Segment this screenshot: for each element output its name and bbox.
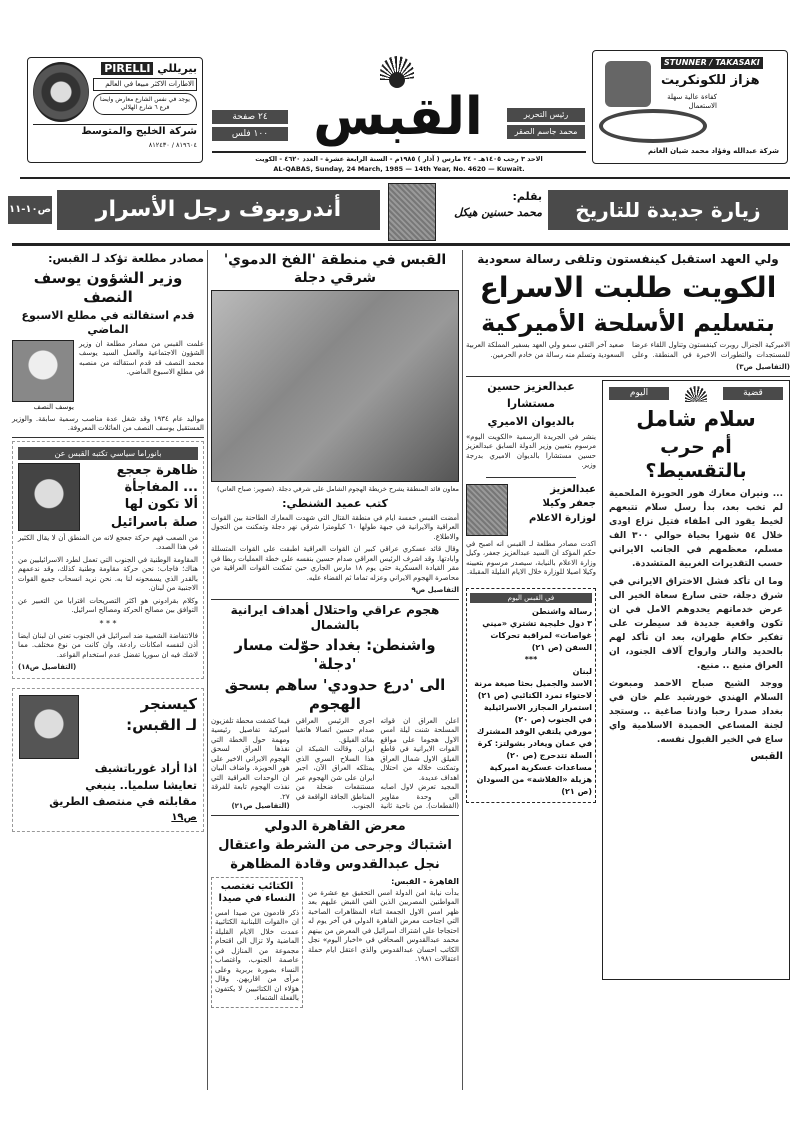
section-rule	[211, 599, 459, 600]
top-rule	[20, 177, 790, 179]
geagea-title-2[interactable]: ... المفاجأة	[124, 480, 198, 495]
attack-headline-3[interactable]: الى 'درع حدودي' ساهم بسحق الهجوم	[224, 676, 446, 713]
appointment-2-title-1[interactable]: عبدالعزيز	[550, 483, 596, 495]
byline-name: محمد حسنين هيكل	[454, 205, 542, 219]
appointment-2-title-2[interactable]: جعفر وكيلا	[542, 498, 596, 510]
attack-body-4: فيما كشفت محطة تلفزيون اميركية تفاصيل رئيسية ومهمة حول الخطة التي نفذها العراق لسحق الهجوم الايراني الاخير على هور الحويزة. واضاف البيان ان الوحدات العراقية التي نفذت الهجوم تابعة للفرقة ٢٧.	[211, 716, 290, 801]
tire-image	[33, 62, 89, 122]
cairo-headline-1[interactable]: معرض القاهرة الدولي	[264, 818, 406, 834]
appointment-1-title-3[interactable]: بالديوان الاميري	[487, 415, 575, 428]
appointment-1-body: ينشر في الجريدة الرسمية «الكويت اليوم» مرسوم بتعيين وزير الدولة السابق عبدالعزيز حسين مستشارا بالديوان الاميري بدرجة وزير.	[466, 432, 596, 470]
iraq-body-2: وقال قائد عسكري عراقي كبير ان القوات العراقية اطبقت على القوات المتسللة وابادتها. وقد اشرف الرئيس العراقي صدام حسين بنفسه على خطة العمليات ربطا في مقر القيادة العسكرية حتى يوم ١٨ مارس الجاري حين تمكنت القوات العراقية من محاصرة الهجوم الايراني وعزله تماما ثم القضاء عليه.	[211, 545, 459, 582]
lead-body: الاميركية الجنرال روبرت كينفستون وتناول اللقاء عرضا للمستجدات والتطورات الاخيرة في المنطقة. وعلى صعيد آخر التقى سمو ولي العهد بسفير المملكة العربية السعودية وتسلم منه رسالة من خادم الحرمين.	[466, 341, 790, 359]
issue-label-1: قضية	[723, 387, 783, 400]
index-item[interactable]: مورفي يلتقي الوفد المشترك في عمان ويغادر بشولتز: كرة السلة تتدحرج (ص ٢٠)	[476, 726, 592, 760]
attack-body-2: المجيد تعرض لاول اصابه الى وحدة مقاوير (القطعات). من ناحية ثانية اجرى الرئيس العراقي صدام حسين اتصالا هاتفيا بقائد الفيلق.	[295, 716, 459, 811]
author-photo	[388, 183, 436, 241]
lead-headline-1[interactable]: الكويت طلبت الاسراع	[479, 271, 777, 304]
kissinger-box	[12, 688, 204, 832]
kissinger-photo	[19, 695, 79, 759]
geagea-photo	[18, 463, 80, 531]
banner-left-title[interactable]: أندروبوف رجل الأسرار	[57, 190, 380, 230]
index-separator: ***	[524, 654, 538, 664]
banner-rule	[12, 243, 790, 246]
issue-signature: القبس	[750, 751, 783, 763]
geagea-title-1[interactable]: ظاهرة جعجع	[116, 462, 198, 478]
ad-tagline: الاطارات الاكثر مبيعا في العالم	[93, 78, 197, 91]
attack-details[interactable]: (التفاصيل ص٢١)	[231, 802, 290, 811]
index-item[interactable]: الاسد والجميل بحثا صيغة مرنة لاحتواء تمرد الكتائبي (ص ٢١)	[474, 678, 592, 700]
cairo-dateline: القاهرة - القبس:	[391, 876, 459, 886]
minister-photo-caption: يوسف النصف	[33, 402, 74, 411]
index-item[interactable]: ٣ دول خليجية تشتري «ميني غواصات» لمراقبة تحركات السفن (ص ٢١)	[482, 618, 592, 652]
issue-title-2[interactable]: أم حرب بالتقسيط؟	[645, 435, 747, 482]
index-item[interactable]: مساعدات عسكرية اميركية هزيلة «الفلاشة» من السودان (ص ٢١)	[476, 762, 592, 796]
issue-title-1[interactable]: سلام شامل	[636, 406, 756, 431]
index-item[interactable]: رسالة واشنطن	[532, 606, 592, 616]
ad-brand	[93, 62, 197, 76]
minister-headline-2[interactable]: قدم استقالته في مطلع الاسبوع الماضي	[21, 309, 195, 336]
cairo-body: بدأت نيابة امن الدولة امس التحقيق مع عشرة من المواطنين المصريين الذين القي القبض عليهم بعد ظهر امس الاول الجمعة اثناء المظاهرات الصاخبة التي اجتاحت معرض القاهرة الدولي في آخر يوم له احتجاجا على اشتراك اسرائيل في المعرض من بينهم محمد عبدالقدوس الصحافي في «اخبار اليوم» نجل الكاتب احسان عبدالقدوس والذي اعتقل ايام حملة اعتقالات ١٩٨١.	[308, 888, 459, 963]
appointment-1-title-2[interactable]: مستشارا	[507, 397, 555, 411]
kissinger-quote-3[interactable]: مقابلته في منتصف الطريق	[49, 795, 197, 809]
date-line-ar: الاحد ٣ رجب ١٤٠٥هـ - ٢٤ مارس ( آذار ) ١٩٨٥م - السنة الرابعة عشرة - العدد ٤٦٢٠ - الكويت	[255, 155, 543, 163]
iraq-byline: كتب عميد الشنطي:	[282, 497, 388, 510]
geagea-details[interactable]: (التفاصيل ص١٨)	[18, 663, 77, 672]
kissinger-quote-2[interactable]: تعايشا سلميا.. ينبغي	[85, 778, 197, 792]
editor-label: رئيس التحرير	[507, 108, 585, 122]
banner-pages-ref[interactable]: ص١٠-١١	[8, 196, 52, 224]
minister-body-1: علمت القبس من مصادر مطلعة ان وزير الشؤون الاجتماعية والعمل السيد يوسف محمد النصف قد قدم استقالته من منصبه في مطلع الاسبوع الماضي.	[79, 339, 204, 377]
issue-label-2: اليوم	[609, 387, 669, 400]
cairo-headline-2[interactable]: اشتباك وجرحى من الشرطة واعتقال	[218, 838, 452, 853]
geagea-title-4[interactable]: صلة باسرائيل	[110, 514, 198, 530]
minister-photo	[12, 340, 74, 402]
jaafar-photo	[466, 484, 508, 536]
ad-brand-en: STUNNER / TAKASAKI	[661, 57, 763, 69]
issue-body-2: وما ان تأكد فشل الاختراق الايراني في شرق دجلة، حتى سارع سعاة الخير الى عرض خدماتهم يحدوهم الامل في ان تكون واقعية جديدة قد سيطرت على تفكير حكام طهران، بعد ان تأكد لهم بالحديد والنار وارواح آلاف الجنود، ان العراق منيع .. منيع.	[609, 577, 783, 672]
geagea-body-3: وكلام بقرادوني هو اكثر التصريحات اقترابا من التعبير عن التوافق بين مصالح الحركة ومصالح اسرائيل.	[18, 596, 198, 615]
geagea-separator: * * *	[99, 618, 117, 628]
issue-body-3: ووجد الشيخ صباح الاحمد ومبعوث السلام الهندي خورشيد علم خان في بغداد صدرا رحبا واذنا صاغية .. وستجد لجنة المساعي الحميدة الاسلامية واي ساع في الخير القبول نفسه.	[609, 679, 783, 746]
saida-title-2[interactable]: النساء في صيدا	[218, 893, 296, 904]
ad-brand-ar: بيريللي	[157, 62, 197, 75]
iraq-map-photo	[211, 290, 459, 482]
hose-image	[599, 109, 707, 143]
saida-title-1[interactable]: الكتائب تغتصب	[220, 880, 294, 892]
pages-count: ٢٤ صفحة	[212, 110, 288, 124]
ad-title: هزاز للكونكريت	[661, 73, 760, 88]
geagea-box	[12, 441, 204, 679]
vibrator-machine-image	[605, 61, 651, 107]
section-rule	[211, 815, 459, 816]
appointment-1-title-1[interactable]: عبدالعزيز حسين	[487, 379, 575, 393]
appointments-rule	[486, 477, 576, 478]
price: ١٠٠ فلس	[212, 127, 288, 141]
pirelli-ad[interactable]	[27, 57, 203, 163]
ad-company: شركة عبدالله وفؤاد محمد شيان الغانم	[647, 147, 779, 155]
index-box	[466, 588, 596, 803]
attack-body-3: ايران. وقالت الشبكة ان هذا السلاح السري الذي يمتلكه العراق الآن، اجبر ايران على شن الهجوم عبر مستنقعات ضحلة من المناطق الجافة الواقعة في الجنوب.	[295, 745, 375, 811]
kissinger-title-1[interactable]: كيسنجر	[140, 694, 197, 713]
section-rule	[12, 437, 204, 438]
date-line-en: AL-QABAS, Sunday, 24 March, 1985 — 14th Year, No. 4620 — Kuwait.	[273, 165, 525, 173]
index-item[interactable]: استمرار المجازر الاسرائيلية في الجنوب (ص ٢٠)	[483, 702, 592, 724]
iraq-body-1: أمضت القبس خمسة ايام في منطقة القتال التي شهدت المعارك الطاحنة بين القوات العراقية والايرانية في جبهة طولها ٦٠ كيلومترا شرقي نهر دجلة وتمكنت من التجول والاطلاع.	[211, 513, 459, 541]
editor-name: محمد جاسم الصقر	[507, 125, 585, 139]
minister-headline-1[interactable]: وزير الشؤون يوسف النصف	[33, 268, 183, 306]
ad-phones: ٨١٩٦٠٤ / ٨١٢٤٣٠	[148, 140, 197, 149]
attack-headline-2[interactable]: واشنطن: بغداد حوّلت مسار 'دجلة'	[234, 635, 436, 673]
column-divider	[207, 250, 208, 1090]
saida-box	[211, 877, 303, 1008]
geagea-body-2: المقاومة الوطنية في الجنوب التي تعمل لطرد الاسرائيليين من هناك؛ فاجاب: نحن حركة مقاومة وطنية كذلك، وقد ندعمهم بالقدر الذي يسمحونه لنا به. نحن نريد انسحاب جميع القوات الاجنبية من لبنان.	[18, 555, 198, 593]
sun-emblem-icon	[685, 386, 707, 402]
issue-body-1: ... ونيران معارك هور الحويزة الملحمية لم تخب بعد، بدأ رسل سلام تتبعهم لخيط يقود الى اطفاء فتيل نزاع اودى خلال ٥٤ شهرا بحياة حوالي ٣٠٠ الف مسلم، معظمهم في الجانب الايراني حسب التقديرات الغربية المتشددة.	[609, 489, 783, 570]
kissinger-quote-1[interactable]: اذا أراد غورباتشيف	[94, 761, 197, 775]
lead-details[interactable]: (التفاصيل ص٣)	[736, 363, 790, 371]
minister-body-2: مواليد عام ١٩٣٤ وقد شغل عدة مناصب رسمية سابقة. والوزير المستقيل يوسف النصف من العائلات المعروفة.	[12, 414, 204, 433]
banner-right-title[interactable]: زيارة جديدة للتاريخ	[548, 190, 788, 230]
ad-note: يوجد في نفس الشارع معارض وايضا فرع ٦ شارع الهلالي	[93, 93, 197, 115]
ad-features: كفاءة عالية سهلة الاستعمال	[667, 93, 717, 111]
geagea-title-3[interactable]: ألا تكون لها	[124, 497, 198, 513]
takasaki-ad[interactable]	[592, 50, 788, 164]
lead-kicker: ولي العهد استقبل كينفستون وتلقى رسالة سعودية	[477, 252, 779, 266]
saida-body: ذكر قادمون من صيدا امس ان «القوات اللبنانية الكتائبية عمدت خلال الايام القليلة الماضية ولا تزال الى اقتحام مجموعة من المنازل في عاصمة الجنوب، واغتصاب النساء بصورة بربرية وعلى مرأى من اقاربهن. وقال هؤلاء ان الكتائبيين لا يكتفون بالفعلة الشنعاء.	[215, 908, 299, 1002]
iraq-photo-caption: معاون قائد المنطقة يشرح خريطة الهجوم الشامل على شرقي دجلة. (تصوير: صباح العاني)	[216, 485, 459, 493]
issue-of-day-box	[602, 380, 790, 980]
cairo-headline-3[interactable]: نجل عبدالقدوس وقادة المظاهرة	[230, 857, 440, 873]
geagea-label: بانوراما سياسي تكتبه القبس عن	[18, 447, 198, 460]
index-label: في القبس اليوم	[470, 593, 592, 603]
geagea-body-4: فالانتفاضة الشعبية ضد اسرائيل في الجنوب تعني ان لبنان ايضا أذن لنفسه امكانات رادعة، وان كانت من نوع مختلف. مما لاشك فيه ان سوريا تفضل عدم استخدام القواعد.	[18, 631, 198, 659]
attack-body-1: اعلن العراق ان قواته المسلحة شنت ليلة امس الاول هجوما على مواقع القوات الايرانية في قاطع الفيلق الاول شمال العراق وتمكنت خلاله من احتلال اهداف عديدة.	[380, 716, 459, 782]
lead-headline-2[interactable]: بتسليم الأسلحة الأميركية	[481, 309, 775, 337]
attack-headline-1[interactable]: هجوم عراقي واحتلال أهداف ايرانية بالشمال	[230, 602, 440, 632]
iraq-headline[interactable]: القبس في منطقة 'الفخ الدموي' شرقي دجلة	[223, 252, 447, 286]
appointment-2-body: اكدت مصادر مطلعة لـ القبس انه اصبح في حكم المؤكد ان السيد عبدالعزيز جعفر، وكيل وزارة الاعلام بالنيابة، سيصدر مرسوم بتعيينه وكيلا اصيلا للوزارة خلال الايام القليلة المقبلة.	[466, 539, 596, 577]
masthead-logo: القبس	[313, 87, 483, 147]
kissinger-title-2[interactable]: لـ القبس:	[126, 715, 197, 734]
ad-company: شركة الخليج والمتوسط	[33, 124, 197, 139]
index-item[interactable]: لبنان	[572, 666, 592, 676]
ad-brand-en: PIRELLI	[101, 62, 153, 75]
minister-kicker: مصادر مطلعة تؤكد لـ القبس:	[48, 252, 204, 265]
column-divider	[462, 250, 463, 1090]
masthead-rule	[212, 151, 586, 153]
appointment-2-title-3[interactable]: لوزارة الاعلام	[529, 512, 596, 524]
iraq-details[interactable]: التفاصيل ص٩	[411, 586, 459, 595]
byline-label: بقلم:	[512, 190, 542, 203]
kissinger-page-ref[interactable]: ص١٩	[171, 812, 197, 823]
geagea-body-1: من الصعب فهم حركة جعجع لانه من المنطق أن لا يقال الكثير في هذا الصدد.	[18, 533, 198, 552]
section-rule	[466, 376, 790, 377]
